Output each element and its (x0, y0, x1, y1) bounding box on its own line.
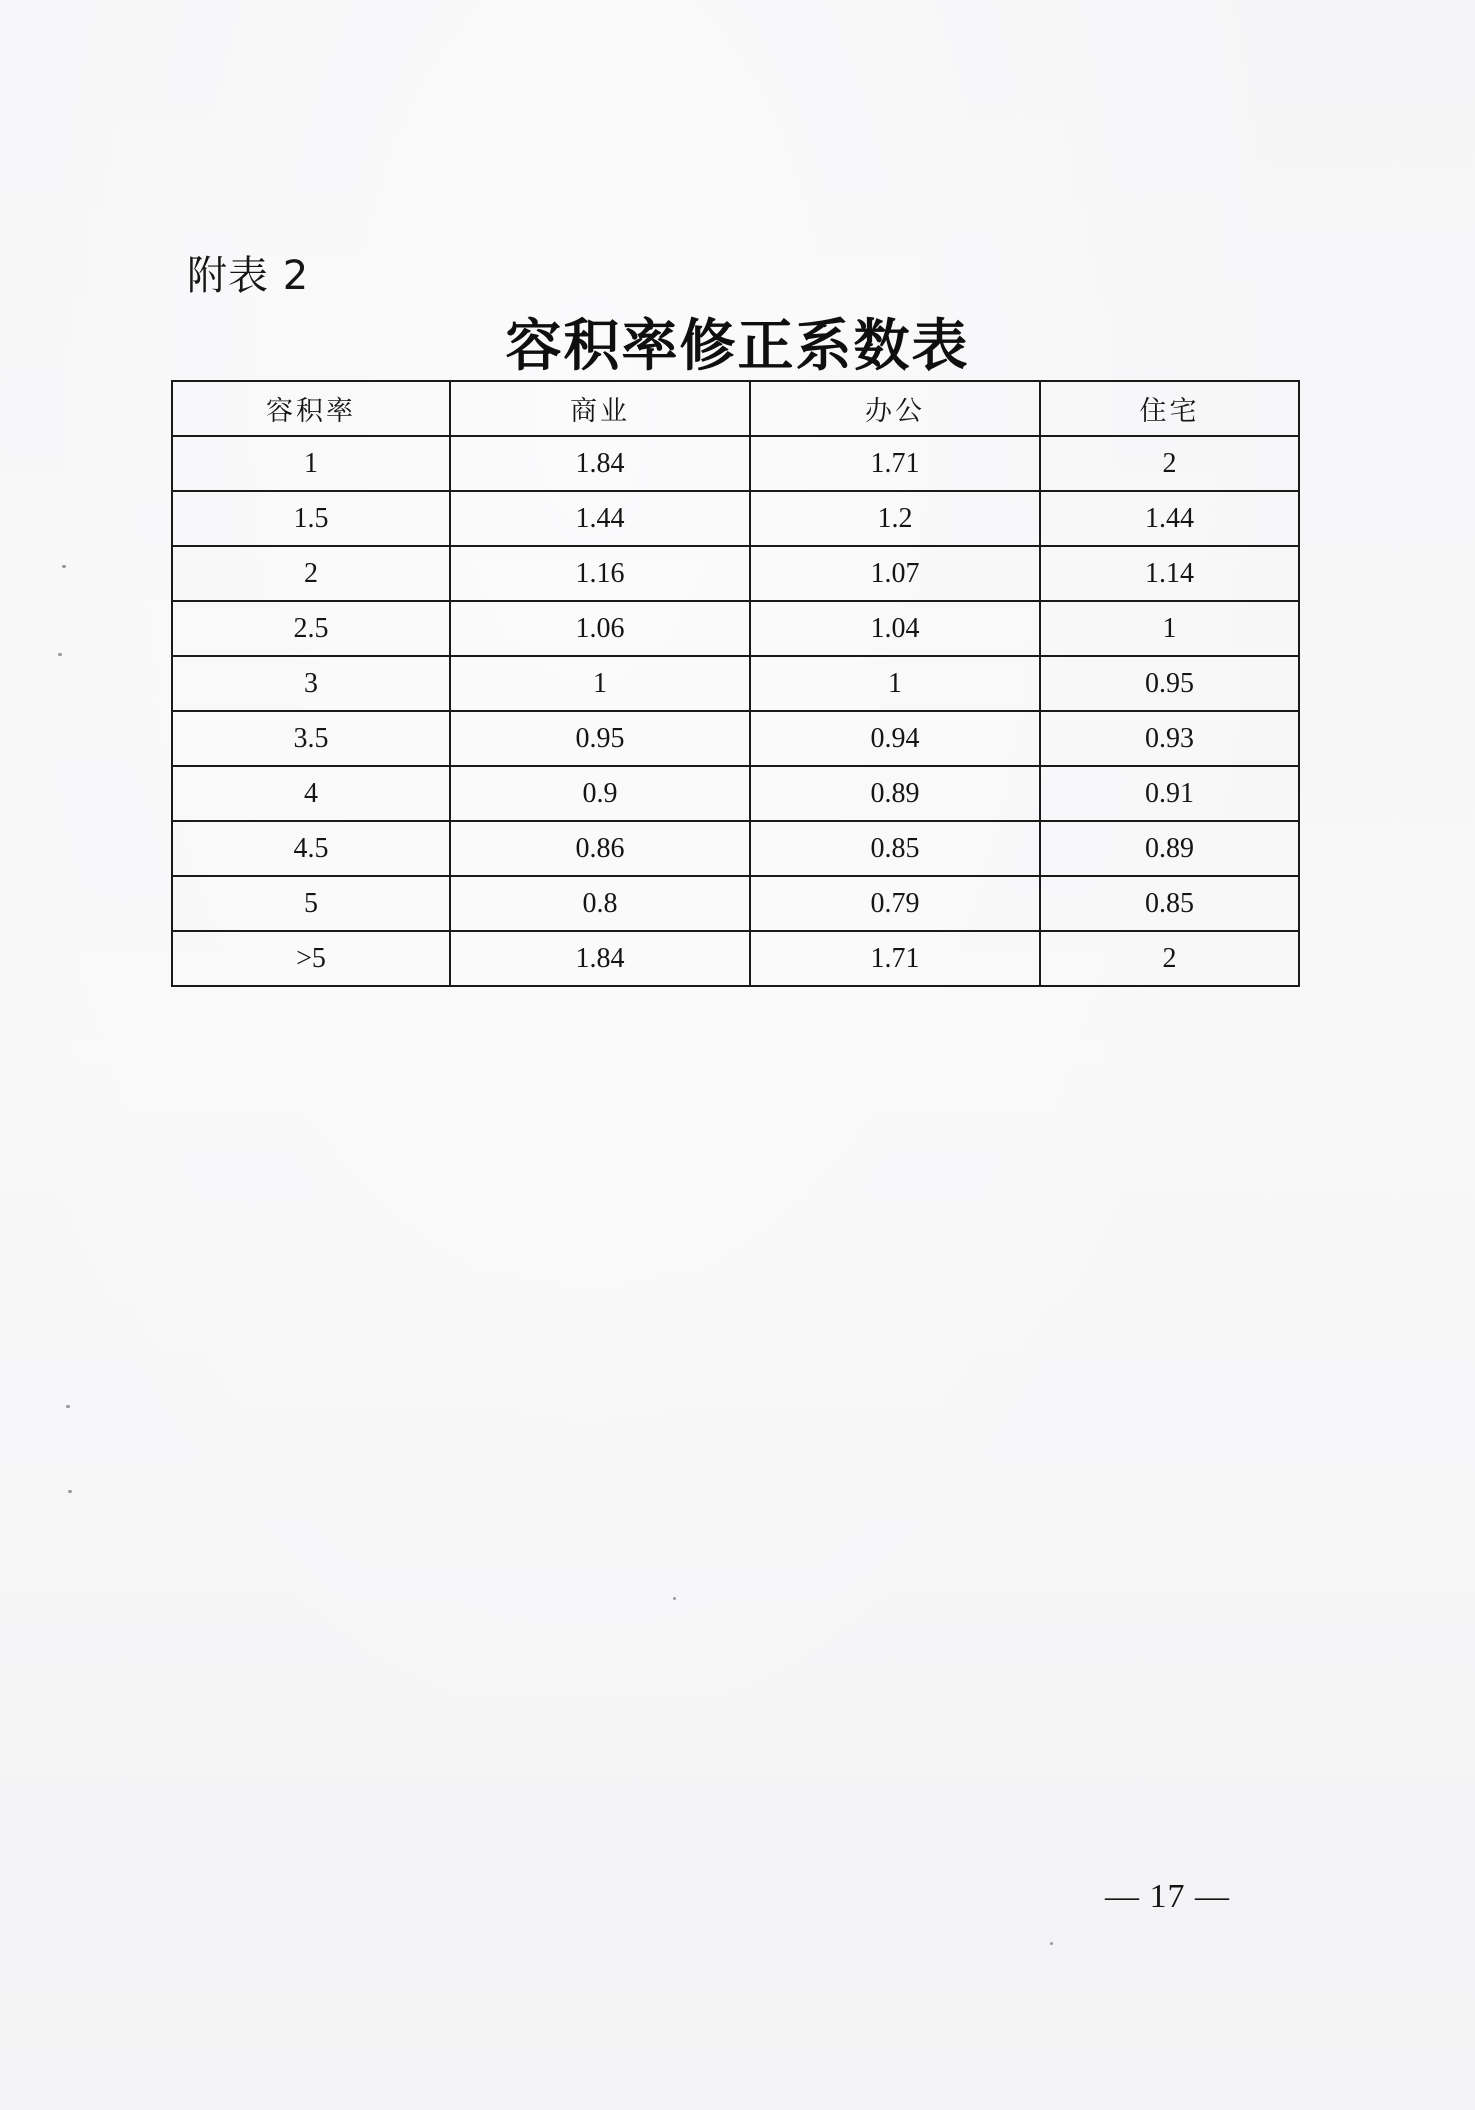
table-cell: 0.89 (1040, 821, 1299, 876)
table-row (172, 546, 1299, 601)
scan-speck (62, 565, 66, 568)
table-cell: 1.07 (750, 546, 1040, 601)
table-cell: 2 (1040, 931, 1299, 986)
table-cell: 1.84 (450, 931, 750, 986)
table-title: 容积率修正系数表 (505, 313, 970, 379)
header-cell-office: 办公 (750, 381, 1040, 436)
table-row (172, 766, 1299, 821)
table-cell: 4 (172, 766, 450, 821)
table-cell: 0.89 (750, 766, 1040, 821)
table-cell: 1.71 (750, 436, 1040, 491)
table-cell: 2 (172, 546, 450, 601)
table-header-row (172, 381, 1299, 436)
table-cell: 0.86 (450, 821, 750, 876)
annex-label: 附表 2 (187, 253, 310, 299)
table-cell: 3 (172, 656, 450, 711)
table-cell: 0.94 (750, 711, 1040, 766)
table-row (172, 656, 1299, 711)
header-cell-residential: 住宅 (1040, 381, 1299, 436)
scan-speck (68, 1490, 72, 1493)
table-cell: 1 (450, 656, 750, 711)
scan-speck (66, 1405, 70, 1408)
table-row (172, 876, 1299, 931)
table-cell: 1.2 (750, 491, 1040, 546)
table-cell: >5 (172, 931, 450, 986)
table-cell: 0.95 (1040, 656, 1299, 711)
table-cell: 1.16 (450, 546, 750, 601)
coefficient-table (171, 380, 1300, 987)
table-cell: 2 (1040, 436, 1299, 491)
table-cell: 2.5 (172, 601, 450, 656)
table-cell: 1 (750, 656, 1040, 711)
scan-speck (673, 1597, 676, 1600)
table-cell: 0.85 (750, 821, 1040, 876)
table-cell: 5 (172, 876, 450, 931)
table-row (172, 436, 1299, 491)
table-cell: 1.14 (1040, 546, 1299, 601)
table-cell: 1.44 (1040, 491, 1299, 546)
table-cell: 3.5 (172, 711, 450, 766)
table-cell: 1.71 (750, 931, 1040, 986)
table-cell: 0.93 (1040, 711, 1299, 766)
table-cell: 1.84 (450, 436, 750, 491)
header-cell-commercial: 商业 (450, 381, 750, 436)
table-cell: 0.95 (450, 711, 750, 766)
table-row (172, 491, 1299, 546)
table-cell: 1 (172, 436, 450, 491)
table-cell: 0.91 (1040, 766, 1299, 821)
scan-speck (58, 653, 62, 656)
table-cell: 4.5 (172, 821, 450, 876)
table-cell: 0.79 (750, 876, 1040, 931)
table-cell: 0.9 (450, 766, 750, 821)
table-row (172, 931, 1299, 986)
table-row (172, 821, 1299, 876)
table-cell: 0.85 (1040, 876, 1299, 931)
scan-speck (1050, 1942, 1053, 1945)
table-cell: 1.06 (450, 601, 750, 656)
table-cell: 1 (1040, 601, 1299, 656)
table-cell: 0.8 (450, 876, 750, 931)
header-cell-plot-ratio: 容积率 (172, 381, 450, 436)
table-cell: 1.44 (450, 491, 750, 546)
table-cell: 1.04 (750, 601, 1040, 656)
table-row (172, 601, 1299, 656)
table-cell: 1.5 (172, 491, 450, 546)
page-number: — 17 — (1105, 1878, 1230, 1915)
table-row (172, 711, 1299, 766)
